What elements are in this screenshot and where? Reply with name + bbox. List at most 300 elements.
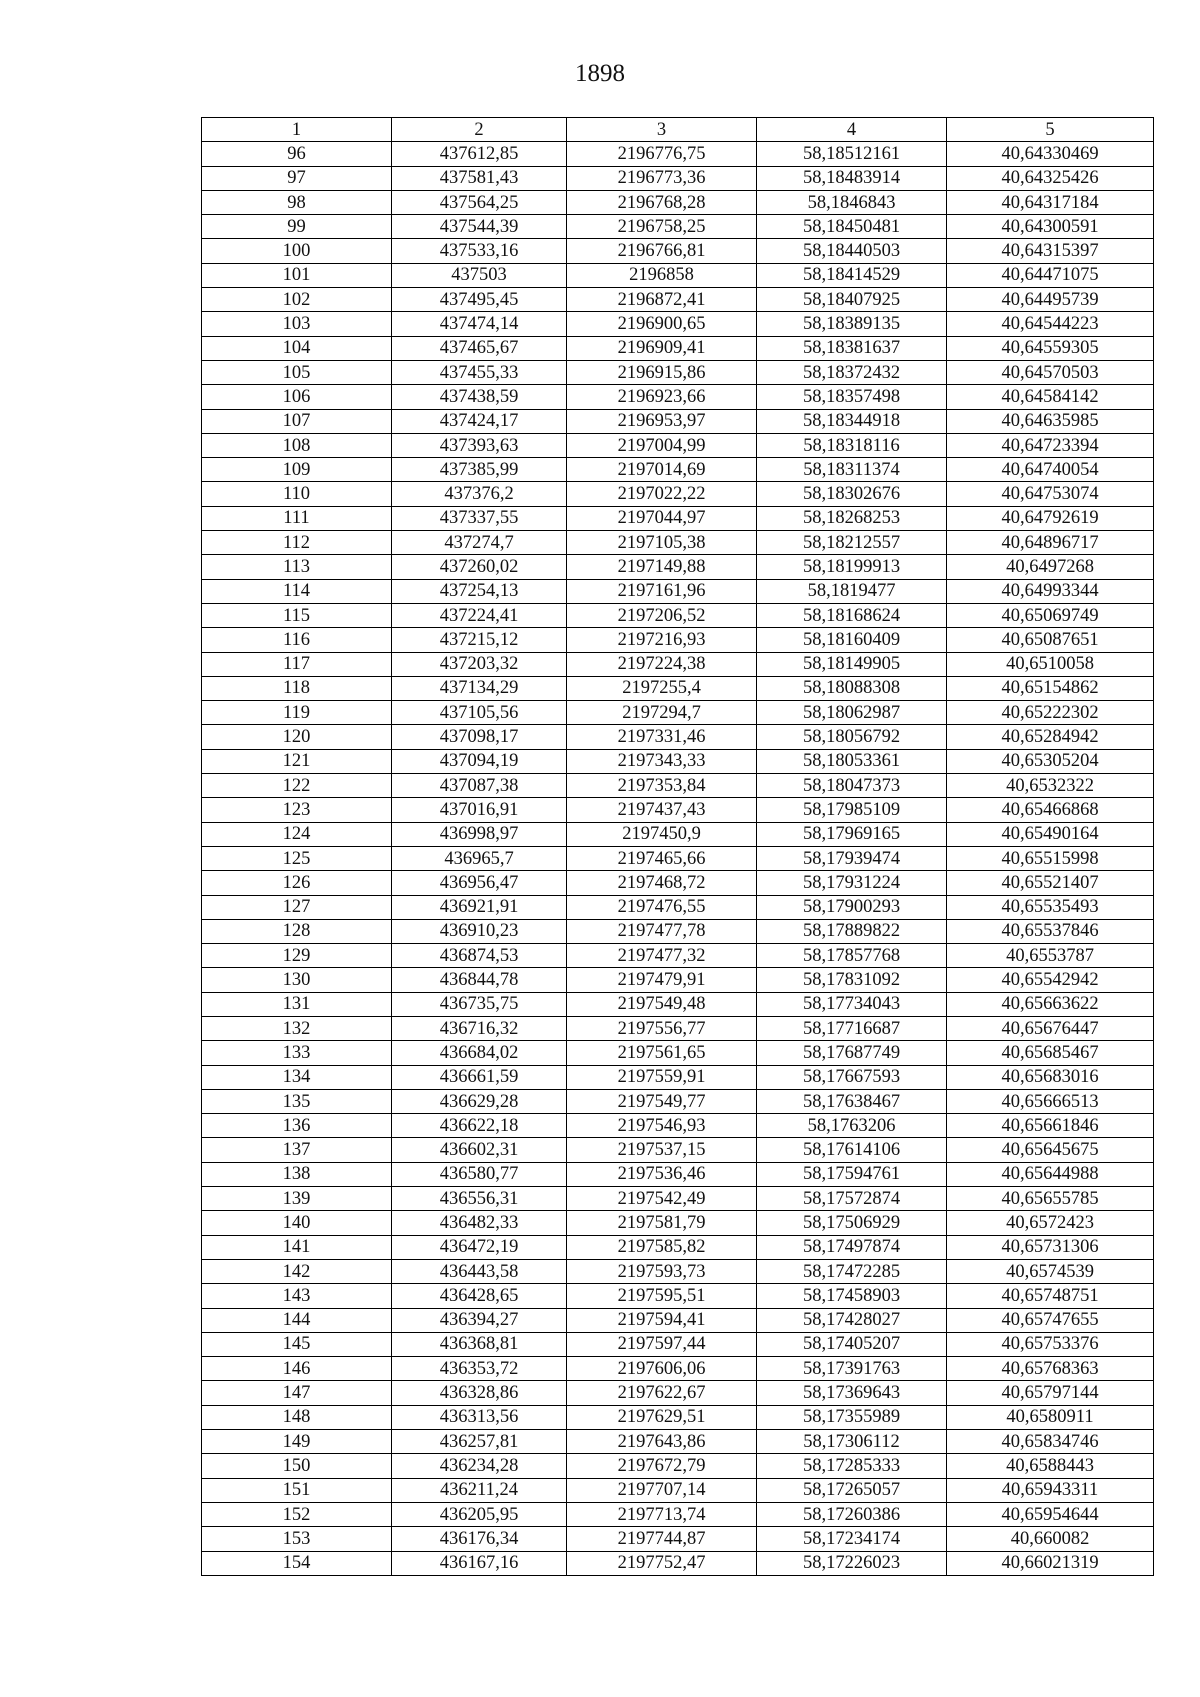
y-coordinate-cell: 2197585,82 [567,1235,757,1259]
y-coordinate-cell: 2197149,88 [567,555,757,579]
longitude-cell: 40,65748751 [947,1284,1154,1308]
y-coordinate-cell: 2197044,97 [567,506,757,530]
y-coordinate-cell: 2197294,7 [567,701,757,725]
table-row [202,628,1154,652]
table-row [202,360,1154,384]
table-row [202,895,1154,919]
table-row [202,433,1154,457]
table-row [202,919,1154,943]
longitude-cell: 40,65954644 [947,1502,1154,1526]
y-coordinate-cell: 2197437,43 [567,798,757,822]
longitude-cell: 40,6510058 [947,652,1154,676]
longitude-cell: 40,6580911 [947,1405,1154,1429]
latitude-cell: 58,17226023 [757,1551,947,1575]
x-coordinate-cell: 436965,7 [392,846,567,870]
x-coordinate-cell: 437393,63 [392,433,567,457]
longitude-cell: 40,6588443 [947,1454,1154,1478]
longitude-cell: 40,65731306 [947,1235,1154,1259]
longitude-cell: 40,64993344 [947,579,1154,603]
x-coordinate-cell: 437215,12 [392,628,567,652]
longitude-cell: 40,6553787 [947,944,1154,968]
y-coordinate-cell: 2197477,32 [567,944,757,968]
table-row [202,1332,1154,1356]
latitude-cell: 58,17497874 [757,1235,947,1259]
x-coordinate-cell: 437503 [392,263,567,287]
latitude-cell: 58,18160409 [757,628,947,652]
longitude-cell: 40,64635985 [947,409,1154,433]
table-row [202,749,1154,773]
point-number-cell: 101 [202,263,392,287]
longitude-cell: 40,65661846 [947,1114,1154,1138]
latitude-cell: 58,18344918 [757,409,947,433]
longitude-cell: 40,64723394 [947,433,1154,457]
table-row [202,871,1154,895]
page-number: 1898 [575,60,625,87]
x-coordinate-cell: 437274,7 [392,531,567,555]
table-row [202,846,1154,870]
point-number-cell: 114 [202,579,392,603]
table-row [202,1016,1154,1040]
x-coordinate-cell: 436716,32 [392,1016,567,1040]
x-coordinate-cell: 437465,67 [392,336,567,360]
point-number-cell: 106 [202,385,392,409]
y-coordinate-cell: 2197476,55 [567,895,757,919]
table-row [202,1041,1154,1065]
x-coordinate-cell: 436661,59 [392,1065,567,1089]
point-number-cell: 143 [202,1284,392,1308]
latitude-cell: 58,17638467 [757,1089,947,1113]
longitude-cell: 40,64325426 [947,166,1154,190]
longitude-cell: 40,65797144 [947,1381,1154,1405]
y-coordinate-cell: 2197593,73 [567,1259,757,1283]
x-coordinate-cell: 437474,14 [392,312,567,336]
point-number-cell: 102 [202,288,392,312]
latitude-cell: 58,1846843 [757,190,947,214]
longitude-cell: 40,65753376 [947,1332,1154,1356]
y-coordinate-cell: 2196953,97 [567,409,757,433]
table-row [202,1187,1154,1211]
x-coordinate-cell: 436956,47 [392,871,567,895]
latitude-cell: 58,18053361 [757,749,947,773]
latitude-cell: 58,18268253 [757,506,947,530]
point-number-cell: 112 [202,531,392,555]
x-coordinate-cell: 436205,95 [392,1502,567,1526]
y-coordinate-cell: 2197606,06 [567,1357,757,1381]
x-coordinate-cell: 436921,91 [392,895,567,919]
y-coordinate-cell: 2196773,36 [567,166,757,190]
latitude-cell: 58,18407925 [757,288,947,312]
longitude-cell: 40,64317184 [947,190,1154,214]
y-coordinate-cell: 2197672,79 [567,1454,757,1478]
column-header: 4 [757,118,947,142]
x-coordinate-cell: 437544,39 [392,215,567,239]
longitude-cell: 40,64896717 [947,531,1154,555]
point-number-cell: 104 [202,336,392,360]
longitude-cell: 40,66021319 [947,1551,1154,1575]
latitude-cell: 58,18212557 [757,531,947,555]
x-coordinate-cell: 436353,72 [392,1357,567,1381]
table-row [202,798,1154,822]
latitude-cell: 58,17234174 [757,1527,947,1551]
column-header: 2 [392,118,567,142]
x-coordinate-cell: 437612,85 [392,142,567,166]
latitude-cell: 58,18389135 [757,312,947,336]
point-number-cell: 152 [202,1502,392,1526]
y-coordinate-cell: 2196758,25 [567,215,757,239]
x-coordinate-cell: 437098,17 [392,725,567,749]
longitude-cell: 40,64330469 [947,142,1154,166]
latitude-cell: 58,17857768 [757,944,947,968]
y-coordinate-cell: 2197465,66 [567,846,757,870]
y-coordinate-cell: 2197479,91 [567,968,757,992]
longitude-cell: 40,65768363 [947,1357,1154,1381]
x-coordinate-cell: 436167,16 [392,1551,567,1575]
table-row [202,944,1154,968]
longitude-cell: 40,64495739 [947,288,1154,312]
y-coordinate-cell: 2197597,44 [567,1332,757,1356]
table-row [202,336,1154,360]
x-coordinate-cell: 436472,19 [392,1235,567,1259]
point-number-cell: 127 [202,895,392,919]
y-coordinate-cell: 2197450,9 [567,822,757,846]
x-coordinate-cell: 437224,41 [392,603,567,627]
y-coordinate-cell: 2197549,48 [567,992,757,1016]
longitude-cell: 40,64792619 [947,506,1154,530]
x-coordinate-cell: 437087,38 [392,774,567,798]
point-number-cell: 98 [202,190,392,214]
latitude-cell: 58,17931224 [757,871,947,895]
y-coordinate-cell: 2197744,87 [567,1527,757,1551]
point-number-cell: 131 [202,992,392,1016]
y-coordinate-cell: 2197752,47 [567,1551,757,1575]
table-row [202,992,1154,1016]
table-row [202,385,1154,409]
longitude-cell: 40,65666513 [947,1089,1154,1113]
x-coordinate-cell: 436622,18 [392,1114,567,1138]
table-row [202,239,1154,263]
x-coordinate-cell: 436602,31 [392,1138,567,1162]
latitude-cell: 58,18381637 [757,336,947,360]
x-coordinate-cell: 437564,25 [392,190,567,214]
latitude-cell: 58,1763206 [757,1114,947,1138]
latitude-cell: 58,17265057 [757,1478,947,1502]
x-coordinate-cell: 436580,77 [392,1162,567,1186]
latitude-cell: 58,18149905 [757,652,947,676]
x-coordinate-cell: 436368,81 [392,1332,567,1356]
longitude-cell: 40,65466868 [947,798,1154,822]
longitude-cell: 40,65645675 [947,1138,1154,1162]
longitude-cell: 40,65222302 [947,701,1154,725]
point-number-cell: 128 [202,919,392,943]
table-row [202,263,1154,287]
x-coordinate-cell: 436394,27 [392,1308,567,1332]
x-coordinate-cell: 437455,33 [392,360,567,384]
x-coordinate-cell: 437254,13 [392,579,567,603]
point-number-cell: 103 [202,312,392,336]
longitude-cell: 40,64584142 [947,385,1154,409]
table-row [202,1211,1154,1235]
latitude-cell: 58,17969165 [757,822,947,846]
longitude-cell: 40,64753074 [947,482,1154,506]
table-row [202,1138,1154,1162]
table-row [202,1089,1154,1113]
longitude-cell: 40,65663622 [947,992,1154,1016]
point-number-cell: 141 [202,1235,392,1259]
x-coordinate-cell: 436313,56 [392,1405,567,1429]
point-number-cell: 133 [202,1041,392,1065]
y-coordinate-cell: 2197622,67 [567,1381,757,1405]
y-coordinate-cell: 2197161,96 [567,579,757,603]
y-coordinate-cell: 2197542,49 [567,1187,757,1211]
table-row [202,968,1154,992]
x-coordinate-cell: 436211,24 [392,1478,567,1502]
point-number-cell: 97 [202,166,392,190]
longitude-cell: 40,65535493 [947,895,1154,919]
longitude-cell: 40,64300591 [947,215,1154,239]
longitude-cell: 40,65490164 [947,822,1154,846]
point-number-cell: 111 [202,506,392,530]
table-row [202,142,1154,166]
y-coordinate-cell: 2197556,77 [567,1016,757,1040]
table-row [202,1381,1154,1405]
x-coordinate-cell: 437094,19 [392,749,567,773]
x-coordinate-cell: 437134,29 [392,676,567,700]
table-row [202,774,1154,798]
table-row [202,312,1154,336]
point-number-cell: 151 [202,1478,392,1502]
point-number-cell: 134 [202,1065,392,1089]
x-coordinate-cell: 437533,16 [392,239,567,263]
table-row [202,190,1154,214]
x-coordinate-cell: 436844,78 [392,968,567,992]
latitude-cell: 58,18512161 [757,142,947,166]
table-row [202,166,1154,190]
y-coordinate-cell: 2196776,75 [567,142,757,166]
coordinates-table [201,117,1154,1576]
table-row [202,288,1154,312]
x-coordinate-cell: 436910,23 [392,919,567,943]
y-coordinate-cell: 2196768,28 [567,190,757,214]
latitude-cell: 58,18372432 [757,360,947,384]
point-number-cell: 124 [202,822,392,846]
y-coordinate-cell: 2197014,69 [567,458,757,482]
latitude-cell: 58,17831092 [757,968,947,992]
y-coordinate-cell: 2196909,41 [567,336,757,360]
x-coordinate-cell: 436328,86 [392,1381,567,1405]
y-coordinate-cell: 2197581,79 [567,1211,757,1235]
x-coordinate-cell: 437260,02 [392,555,567,579]
table-row [202,1405,1154,1429]
longitude-cell: 40,6532322 [947,774,1154,798]
point-number-cell: 135 [202,1089,392,1113]
point-number-cell: 136 [202,1114,392,1138]
column-header: 5 [947,118,1154,142]
latitude-cell: 58,18311374 [757,458,947,482]
y-coordinate-cell: 2196858 [567,263,757,287]
latitude-cell: 58,18357498 [757,385,947,409]
point-number-cell: 121 [202,749,392,773]
point-number-cell: 139 [202,1187,392,1211]
latitude-cell: 58,18414529 [757,263,947,287]
x-coordinate-cell: 436735,75 [392,992,567,1016]
table-row [202,1235,1154,1259]
latitude-cell: 58,17985109 [757,798,947,822]
longitude-cell: 40,65537846 [947,919,1154,943]
x-coordinate-cell: 437016,91 [392,798,567,822]
point-number-cell: 148 [202,1405,392,1429]
x-coordinate-cell: 437385,99 [392,458,567,482]
point-number-cell: 110 [202,482,392,506]
point-number-cell: 145 [202,1332,392,1356]
table-row [202,1114,1154,1138]
longitude-cell: 40,6497268 [947,555,1154,579]
latitude-cell: 58,18168624 [757,603,947,627]
latitude-cell: 58,17306112 [757,1430,947,1454]
longitude-cell: 40,64544223 [947,312,1154,336]
x-coordinate-cell: 437495,45 [392,288,567,312]
table-row [202,1308,1154,1332]
table-row [202,1065,1154,1089]
point-number-cell: 144 [202,1308,392,1332]
x-coordinate-cell: 437581,43 [392,166,567,190]
table-row [202,1430,1154,1454]
longitude-cell: 40,65747655 [947,1308,1154,1332]
latitude-cell: 58,17614106 [757,1138,947,1162]
point-number-cell: 150 [202,1454,392,1478]
latitude-cell: 58,17716687 [757,1016,947,1040]
latitude-cell: 58,17369643 [757,1381,947,1405]
longitude-cell: 40,65834746 [947,1430,1154,1454]
x-coordinate-cell: 436684,02 [392,1041,567,1065]
x-coordinate-cell: 436234,28 [392,1454,567,1478]
latitude-cell: 58,1819477 [757,579,947,603]
latitude-cell: 58,18056792 [757,725,947,749]
y-coordinate-cell: 2196923,66 [567,385,757,409]
longitude-cell: 40,65515998 [947,846,1154,870]
latitude-cell: 58,17391763 [757,1357,947,1381]
latitude-cell: 58,17667593 [757,1065,947,1089]
y-coordinate-cell: 2197022,22 [567,482,757,506]
longitude-cell: 40,65655785 [947,1187,1154,1211]
point-number-cell: 130 [202,968,392,992]
table-row [202,1162,1154,1186]
table-row [202,1259,1154,1283]
latitude-cell: 58,18450481 [757,215,947,239]
y-coordinate-cell: 2197353,84 [567,774,757,798]
x-coordinate-cell: 436257,81 [392,1430,567,1454]
latitude-cell: 58,17458903 [757,1284,947,1308]
y-coordinate-cell: 2197004,99 [567,433,757,457]
point-number-cell: 132 [202,1016,392,1040]
point-number-cell: 142 [202,1259,392,1283]
y-coordinate-cell: 2197477,78 [567,919,757,943]
point-number-cell: 129 [202,944,392,968]
x-coordinate-cell: 436998,97 [392,822,567,846]
table-row [202,531,1154,555]
y-coordinate-cell: 2197216,93 [567,628,757,652]
y-coordinate-cell: 2196872,41 [567,288,757,312]
point-number-cell: 119 [202,701,392,725]
point-number-cell: 146 [202,1357,392,1381]
column-header: 3 [567,118,757,142]
y-coordinate-cell: 2197468,72 [567,871,757,895]
point-number-cell: 125 [202,846,392,870]
point-number-cell: 153 [202,1527,392,1551]
point-number-cell: 137 [202,1138,392,1162]
longitude-cell: 40,65943311 [947,1478,1154,1502]
latitude-cell: 58,17900293 [757,895,947,919]
longitude-cell: 40,64559305 [947,336,1154,360]
point-number-cell: 123 [202,798,392,822]
point-number-cell: 126 [202,871,392,895]
point-number-cell: 149 [202,1430,392,1454]
x-coordinate-cell: 436482,33 [392,1211,567,1235]
point-number-cell: 147 [202,1381,392,1405]
y-coordinate-cell: 2197643,86 [567,1430,757,1454]
y-coordinate-cell: 2197224,38 [567,652,757,676]
y-coordinate-cell: 2197331,46 [567,725,757,749]
point-number-cell: 118 [202,676,392,700]
point-number-cell: 115 [202,603,392,627]
x-coordinate-cell: 436428,65 [392,1284,567,1308]
latitude-cell: 58,18483914 [757,166,947,190]
x-coordinate-cell: 437337,55 [392,506,567,530]
table-row [202,822,1154,846]
point-number-cell: 116 [202,628,392,652]
x-coordinate-cell: 437424,17 [392,409,567,433]
longitude-cell: 40,65087651 [947,628,1154,652]
y-coordinate-cell: 2197561,65 [567,1041,757,1065]
latitude-cell: 58,17687749 [757,1041,947,1065]
y-coordinate-cell: 2197537,15 [567,1138,757,1162]
longitude-cell: 40,65284942 [947,725,1154,749]
x-coordinate-cell: 436176,34 [392,1527,567,1551]
table-row [202,1551,1154,1575]
table-row [202,555,1154,579]
latitude-cell: 58,18199913 [757,555,947,579]
y-coordinate-cell: 2197343,33 [567,749,757,773]
y-coordinate-cell: 2197255,4 [567,676,757,700]
table-header-row [202,118,1154,142]
latitude-cell: 58,18088308 [757,676,947,700]
longitude-cell: 40,65676447 [947,1016,1154,1040]
latitude-cell: 58,18318116 [757,433,947,457]
longitude-cell: 40,65683016 [947,1065,1154,1089]
y-coordinate-cell: 2196900,65 [567,312,757,336]
latitude-cell: 58,17734043 [757,992,947,1016]
x-coordinate-cell: 436629,28 [392,1089,567,1113]
longitude-cell: 40,65685467 [947,1041,1154,1065]
longitude-cell: 40,6572423 [947,1211,1154,1235]
table-row [202,1478,1154,1502]
table-row [202,579,1154,603]
longitude-cell: 40,65069749 [947,603,1154,627]
latitude-cell: 58,17506929 [757,1211,947,1235]
point-number-cell: 108 [202,433,392,457]
y-coordinate-cell: 2197707,14 [567,1478,757,1502]
table-row [202,1527,1154,1551]
y-coordinate-cell: 2197549,77 [567,1089,757,1113]
latitude-cell: 58,17572874 [757,1187,947,1211]
y-coordinate-cell: 2197546,93 [567,1114,757,1138]
table-body [202,142,1154,1576]
x-coordinate-cell: 436556,31 [392,1187,567,1211]
y-coordinate-cell: 2196915,86 [567,360,757,384]
x-coordinate-cell: 437203,32 [392,652,567,676]
table-row [202,1454,1154,1478]
longitude-cell: 40,64740054 [947,458,1154,482]
point-number-cell: 122 [202,774,392,798]
